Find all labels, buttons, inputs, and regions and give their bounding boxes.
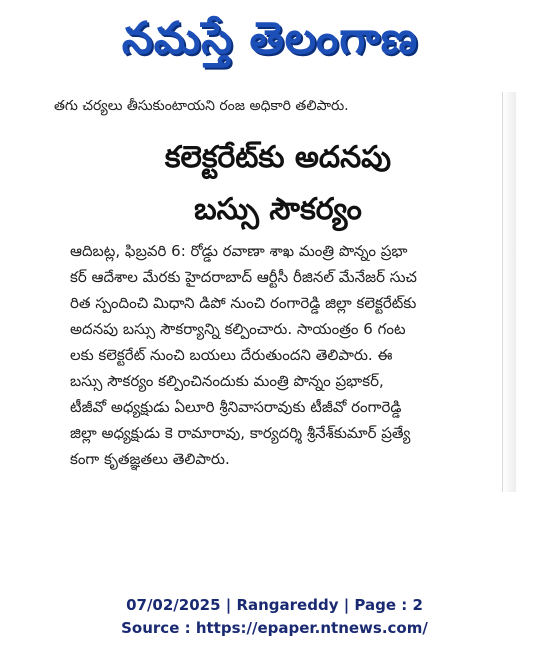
headline-line-2: బస్సు సౌకర్యం <box>194 192 362 227</box>
previous-article-tail: తగు చర్యలు తీసుకుంటాయని రంజ అధికారి తలిపారు. <box>54 98 349 114</box>
edition-info: 07/02/2025 | Rangareddy | Page : 2 <box>126 596 423 614</box>
clipping-edge-shadow <box>502 92 516 492</box>
article-line: జిల్లా అధ్యక్షుడు కె రామారావు, కార్యదర్శి శ్రీనేశ్‌కుమార్ ప్రత్యే <box>70 424 411 442</box>
article-body <box>70 238 500 472</box>
article-line: కర్ ఆదేశాల మేరకు హైదరాబాద్ ఆర్టీసీ రీజినల్ మేనేజర్ సుచ <box>70 268 417 286</box>
headline-line-1: కలెక్టరేట్‌కు అదనపు <box>164 140 392 175</box>
masthead-logo <box>70 4 470 84</box>
article-line: అదనపు బస్సు సౌకర్యాన్ని కల్పించారు. సాయంత్రం 6 గంట <box>70 320 406 338</box>
article-line: రిత స్పందించి మిధాని డిపో నుంచి రంగారెడ్డి జిల్లా కలెక్టరేట్‌కు <box>70 294 417 312</box>
article-line: టీజీవో అధ్యక్షుడు ఏలూరి శ్రీనివాసరావుకు టీజీవో రంగారెడ్డి <box>70 398 402 416</box>
article-line: బస్సు సౌకర్యం కల్పించినందుకు మంత్రి పొన్నం ప్రభాకర్, <box>70 372 384 390</box>
article-line: ఆదిబట్ల, ఫిబ్రవరి 6: రోడ్డు రవాణా శాఖ మంత్రి పొన్నం ప్రభా <box>70 242 408 260</box>
masthead-title: నమస్తే తెలంగాణ <box>121 13 419 64</box>
article-line: లకు కలెక్టరేట్ నుంచి బయలు దేరుతుందని తెలిపారు. ఈ <box>70 346 393 364</box>
source-link[interactable]: Source : https://epaper.ntnews.com/ <box>121 619 428 637</box>
article-line: కంగా కృతజ్ఞతలు తెలిపారు. <box>70 450 230 468</box>
news-clipping <box>54 92 516 492</box>
